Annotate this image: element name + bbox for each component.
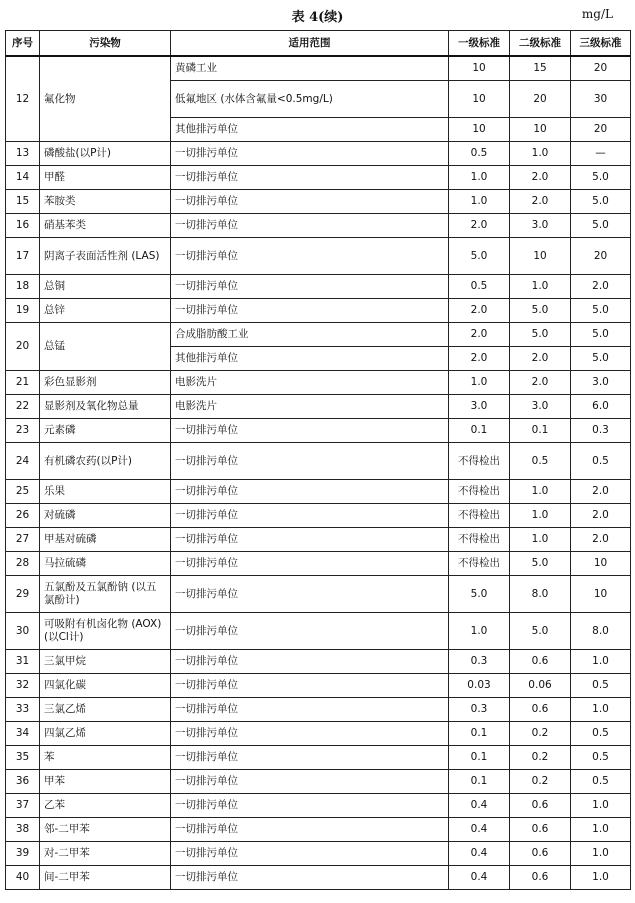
level3-cell: 3.0 (571, 371, 631, 395)
table-row (6, 528, 631, 552)
level1-cell: 不得检出 (449, 443, 510, 480)
level3-cell: 8.0 (571, 613, 631, 650)
level3-cell: 0.3 (571, 419, 631, 443)
level3-cell: 5.0 (571, 347, 631, 371)
table-row (6, 480, 631, 504)
level2-cell: 5.0 (510, 613, 571, 650)
table-row (6, 166, 631, 190)
scope-cell: 一切排污单位 (171, 190, 449, 214)
pollutant-cell: 磷酸盐(以P计) (40, 142, 171, 166)
level3-cell: 2.0 (571, 528, 631, 552)
pollutant-cell: 氟化物 (40, 56, 171, 142)
pollutant-cell: 总锰 (40, 323, 171, 371)
row-number-cell: 21 (6, 371, 40, 395)
row-number-cell: 23 (6, 419, 40, 443)
level3-cell: 10 (571, 552, 631, 576)
pollutant-cell: 可吸附有机卤化物 (AOX)(以Cl计) (40, 613, 171, 650)
level2-cell: 1.0 (510, 528, 571, 552)
level1-cell: 0.4 (449, 842, 510, 866)
level1-cell: 0.5 (449, 275, 510, 299)
level3-cell: 30 (571, 81, 631, 118)
level1-cell: 0.03 (449, 674, 510, 698)
scope-cell: 一切排污单位 (171, 866, 449, 890)
scope-cell: 一切排污单位 (171, 794, 449, 818)
level2-cell: 0.6 (510, 866, 571, 890)
level3-cell: 0.5 (571, 722, 631, 746)
table-row (6, 770, 631, 794)
row-number-cell: 26 (6, 504, 40, 528)
scope-cell: 一切排污单位 (171, 443, 449, 480)
table-row (6, 504, 631, 528)
table-row (6, 818, 631, 842)
scope-cell: 一切排污单位 (171, 552, 449, 576)
row-number-cell: 28 (6, 552, 40, 576)
pollutant-cell: 三氯乙烯 (40, 698, 171, 722)
pollutant-cell: 四氯化碳 (40, 674, 171, 698)
level1-cell: 5.0 (449, 576, 510, 613)
level1-cell: 5.0 (449, 238, 510, 275)
pollutant-cell: 甲基对硫磷 (40, 528, 171, 552)
table-row (6, 142, 631, 166)
scope-cell: 一切排污单位 (171, 214, 449, 238)
level1-cell: 1.0 (449, 190, 510, 214)
table-row (6, 299, 631, 323)
row-number-cell: 38 (6, 818, 40, 842)
level3-cell: 2.0 (571, 504, 631, 528)
pollutant-cell: 邻-二甲苯 (40, 818, 171, 842)
level1-cell: 0.5 (449, 142, 510, 166)
scope-cell: 一切排污单位 (171, 746, 449, 770)
table-row (6, 794, 631, 818)
pollutant-cell: 乙苯 (40, 794, 171, 818)
level1-cell: 2.0 (449, 299, 510, 323)
row-number-cell: 32 (6, 674, 40, 698)
level2-cell: 0.1 (510, 419, 571, 443)
header-level3: 三级标准 (571, 31, 631, 57)
level1-cell: 0.4 (449, 866, 510, 890)
row-number-cell: 13 (6, 142, 40, 166)
row-number-cell: 12 (6, 56, 40, 142)
row-number-cell: 16 (6, 214, 40, 238)
scope-cell: 一切排污单位 (171, 166, 449, 190)
level3-cell: 20 (571, 238, 631, 275)
header-no: 序号 (6, 31, 40, 57)
level2-cell: 1.0 (510, 142, 571, 166)
header-level2: 二级标准 (510, 31, 571, 57)
scope-cell: 一切排污单位 (171, 722, 449, 746)
pollutant-cell: 四氯乙烯 (40, 722, 171, 746)
pollutant-cell: 有机磷农药(以P计) (40, 443, 171, 480)
pollutant-cell: 三氯甲烷 (40, 650, 171, 674)
scope-cell: 一切排污单位 (171, 613, 449, 650)
pollutant-cell: 元素磷 (40, 419, 171, 443)
pollutant-cell: 硝基苯类 (40, 214, 171, 238)
level3-cell: 6.0 (571, 395, 631, 419)
scope-cell: 一切排污单位 (171, 299, 449, 323)
level2-cell: 0.5 (510, 443, 571, 480)
level1-cell: 不得检出 (449, 480, 510, 504)
table-row (6, 650, 631, 674)
level2-cell: 1.0 (510, 504, 571, 528)
level2-cell: 0.2 (510, 722, 571, 746)
pollutant-cell: 苯胺类 (40, 190, 171, 214)
table-row (6, 395, 631, 419)
scope-cell: 一切排污单位 (171, 504, 449, 528)
level2-cell: 20 (510, 81, 571, 118)
level2-cell: 3.0 (510, 395, 571, 419)
level1-cell: 2.0 (449, 347, 510, 371)
level2-cell: 5.0 (510, 299, 571, 323)
pollutant-cell: 总铜 (40, 275, 171, 299)
level2-cell: 10 (510, 118, 571, 142)
scope-cell: 一切排污单位 (171, 650, 449, 674)
header-scope: 适用范围 (171, 31, 449, 57)
level3-cell: 0.5 (571, 674, 631, 698)
row-number-cell: 35 (6, 746, 40, 770)
row-number-cell: 30 (6, 613, 40, 650)
scope-cell: 电影洗片 (171, 371, 449, 395)
row-number-cell: 19 (6, 299, 40, 323)
scope-cell: 一切排污单位 (171, 528, 449, 552)
level2-cell: 8.0 (510, 576, 571, 613)
table-body (6, 56, 631, 890)
level2-cell: 0.06 (510, 674, 571, 698)
level2-cell: 3.0 (510, 214, 571, 238)
pollutant-cell: 彩色显影剂 (40, 371, 171, 395)
level1-cell: 2.0 (449, 323, 510, 347)
pollutant-cell: 苯 (40, 746, 171, 770)
level1-cell: 0.4 (449, 818, 510, 842)
pollutant-cell: 总锌 (40, 299, 171, 323)
level2-cell: 0.6 (510, 842, 571, 866)
level2-cell: 1.0 (510, 275, 571, 299)
level1-cell: 0.1 (449, 722, 510, 746)
table-row (6, 371, 631, 395)
scope-cell: 电影洗片 (171, 395, 449, 419)
level2-cell: 0.6 (510, 818, 571, 842)
row-number-cell: 18 (6, 275, 40, 299)
row-number-cell: 39 (6, 842, 40, 866)
level3-cell: 20 (571, 56, 631, 81)
level3-cell: 5.0 (571, 323, 631, 347)
level2-cell: 2.0 (510, 166, 571, 190)
row-number-cell: 22 (6, 395, 40, 419)
level3-cell: 5.0 (571, 166, 631, 190)
pollutant-cell: 乐果 (40, 480, 171, 504)
level3-cell: 1.0 (571, 650, 631, 674)
level2-cell: 0.6 (510, 794, 571, 818)
scope-cell: 合成脂肪酸工业 (171, 323, 449, 347)
scope-cell: 一切排污单位 (171, 576, 449, 613)
table-row (6, 576, 631, 613)
level1-cell: 1.0 (449, 613, 510, 650)
level3-cell: 1.0 (571, 818, 631, 842)
scope-cell: 一切排污单位 (171, 480, 449, 504)
row-number-cell: 37 (6, 794, 40, 818)
table-row (6, 842, 631, 866)
scope-cell: 一切排污单位 (171, 419, 449, 443)
level1-cell: 0.1 (449, 770, 510, 794)
scope-cell: 一切排污单位 (171, 674, 449, 698)
level3-cell: 5.0 (571, 190, 631, 214)
header-pollutant: 污染物 (40, 31, 171, 57)
table-row (6, 722, 631, 746)
row-number-cell: 15 (6, 190, 40, 214)
level1-cell: 10 (449, 81, 510, 118)
scope-cell: 黄磷工业 (171, 56, 449, 81)
scope-cell: 一切排污单位 (171, 842, 449, 866)
level2-cell: 0.6 (510, 698, 571, 722)
level1-cell: 0.3 (449, 698, 510, 722)
level1-cell: 10 (449, 56, 510, 81)
level2-cell: 15 (510, 56, 571, 81)
table-row (6, 214, 631, 238)
table-row (6, 238, 631, 275)
level3-cell: 1.0 (571, 794, 631, 818)
level1-cell: 1.0 (449, 166, 510, 190)
level1-cell: 2.0 (449, 214, 510, 238)
row-number-cell: 25 (6, 480, 40, 504)
level3-cell: 0.5 (571, 443, 631, 480)
table-row (6, 698, 631, 722)
level2-cell: 0.2 (510, 770, 571, 794)
pollutant-cell: 对硫磷 (40, 504, 171, 528)
level3-cell: 20 (571, 118, 631, 142)
scope-cell: 低氟地区 (水体含氟量<0.5mg/L) (171, 81, 449, 118)
level1-cell: 0.1 (449, 746, 510, 770)
level1-cell: 不得检出 (449, 504, 510, 528)
level3-cell: 10 (571, 576, 631, 613)
level1-cell: 不得检出 (449, 552, 510, 576)
row-number-cell: 33 (6, 698, 40, 722)
scope-cell: 其他排污单位 (171, 118, 449, 142)
level3-cell: — (571, 142, 631, 166)
level1-cell: 10 (449, 118, 510, 142)
level2-cell: 5.0 (510, 323, 571, 347)
level3-cell: 2.0 (571, 275, 631, 299)
pollutant-cell: 间-二甲苯 (40, 866, 171, 890)
row-number-cell: 27 (6, 528, 40, 552)
level2-cell: 5.0 (510, 552, 571, 576)
level3-cell: 0.5 (571, 770, 631, 794)
header-level1: 一级标准 (449, 31, 510, 57)
level3-cell: 5.0 (571, 299, 631, 323)
row-number-cell: 29 (6, 576, 40, 613)
level2-cell: 2.0 (510, 190, 571, 214)
pollutant-cell: 五氯酚及五氯酚钠 (以五氯酚计) (40, 576, 171, 613)
table-row (6, 866, 631, 890)
table-row (6, 443, 631, 480)
level2-cell: 2.0 (510, 347, 571, 371)
row-number-cell: 20 (6, 323, 40, 371)
level2-cell: 0.2 (510, 746, 571, 770)
level3-cell: 1.0 (571, 866, 631, 890)
standards-table (5, 30, 631, 890)
table-row (6, 275, 631, 299)
row-number-cell: 40 (6, 866, 40, 890)
level3-cell: 5.0 (571, 214, 631, 238)
pollutant-cell: 甲醛 (40, 166, 171, 190)
row-number-cell: 17 (6, 238, 40, 275)
level2-cell: 1.0 (510, 480, 571, 504)
level3-cell: 0.5 (571, 746, 631, 770)
table-header-row (6, 31, 631, 57)
scope-cell: 一切排污单位 (171, 818, 449, 842)
scope-cell: 一切排污单位 (171, 698, 449, 722)
pollutant-cell: 马拉硫磷 (40, 552, 171, 576)
scope-cell: 一切排污单位 (171, 142, 449, 166)
scope-cell: 一切排污单位 (171, 238, 449, 275)
row-number-cell: 31 (6, 650, 40, 674)
level3-cell: 1.0 (571, 842, 631, 866)
pollutant-cell: 对-二甲苯 (40, 842, 171, 866)
level1-cell: 0.3 (449, 650, 510, 674)
scope-cell: 其他排污单位 (171, 347, 449, 371)
pollutant-cell: 甲苯 (40, 770, 171, 794)
level1-cell: 0.4 (449, 794, 510, 818)
unit-label: mg/L (581, 7, 613, 21)
level2-cell: 2.0 (510, 371, 571, 395)
table-row (6, 674, 631, 698)
level3-cell: 2.0 (571, 480, 631, 504)
level2-cell: 0.6 (510, 650, 571, 674)
table-title: 表 4(续) (291, 10, 344, 25)
pollutant-cell: 显影剂及氧化物总量 (40, 395, 171, 419)
table-row (6, 190, 631, 214)
row-number-cell: 24 (6, 443, 40, 480)
level2-cell: 10 (510, 238, 571, 275)
table-row (6, 613, 631, 650)
scope-cell: 一切排污单位 (171, 275, 449, 299)
table-row (6, 56, 631, 81)
table-row (6, 746, 631, 770)
table-row (6, 419, 631, 443)
level3-cell: 1.0 (571, 698, 631, 722)
level1-cell: 1.0 (449, 371, 510, 395)
table-row (6, 552, 631, 576)
row-number-cell: 14 (6, 166, 40, 190)
level1-cell: 0.1 (449, 419, 510, 443)
row-number-cell: 36 (6, 770, 40, 794)
pollutant-cell: 阴离子表面活性剂 (LAS) (40, 238, 171, 275)
row-number-cell: 34 (6, 722, 40, 746)
scope-cell: 一切排污单位 (171, 770, 449, 794)
table-row (6, 323, 631, 347)
level1-cell: 3.0 (449, 395, 510, 419)
level1-cell: 不得检出 (449, 528, 510, 552)
